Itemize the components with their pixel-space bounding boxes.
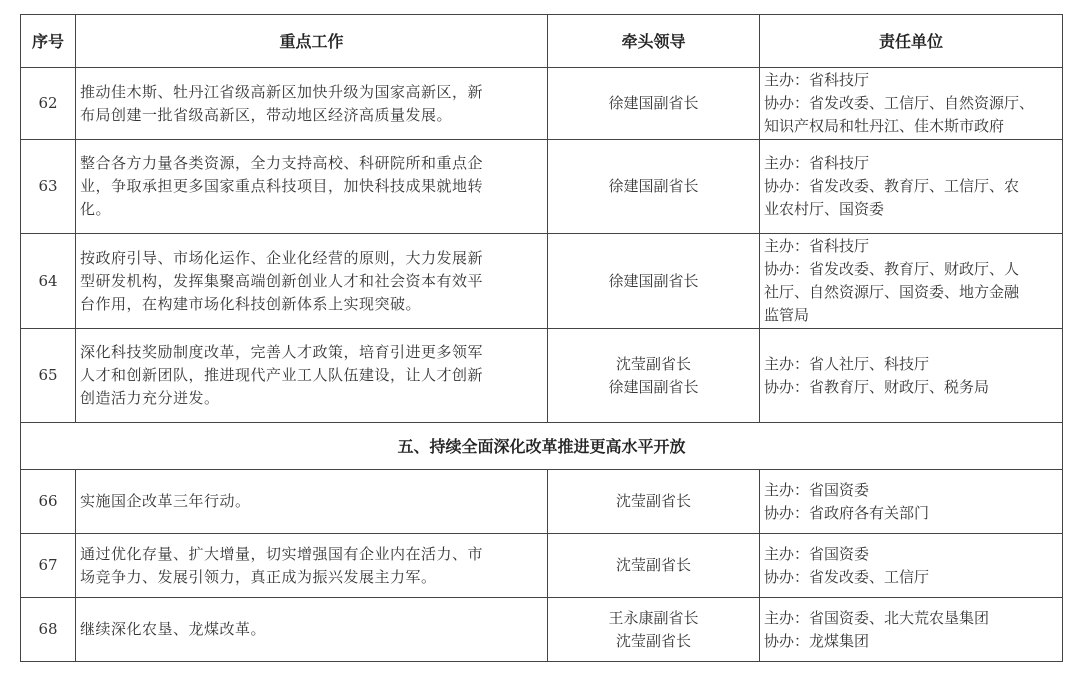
key-tasks-table bbox=[20, 14, 1063, 662]
work-line: 布局创建一批省级高新区，带动地区经济高质量发展。 bbox=[80, 105, 453, 124]
header-lead-official: 牵头领导 bbox=[548, 15, 760, 68]
lead-official-name: 徐建国副省长 bbox=[608, 177, 699, 195]
lead-cell bbox=[548, 598, 760, 662]
table-row bbox=[21, 140, 1063, 234]
table-row bbox=[21, 329, 1063, 423]
header-key-work: 重点工作 bbox=[76, 15, 548, 68]
unit-line: 知识产权局和牡丹江、佳木斯市政府 bbox=[764, 117, 1005, 135]
work-line: 型研发机构，发挥集聚高端创新创业人才和社会资本有效平 bbox=[80, 271, 484, 290]
unit-cell bbox=[760, 598, 1063, 662]
work-line: 创造活力充分迸发。 bbox=[80, 389, 220, 407]
work-line: 化。 bbox=[80, 200, 112, 218]
unit-line: 协办：省发改委、工信厅、自然资源厅、 bbox=[764, 94, 1035, 112]
table-body-science bbox=[21, 68, 1063, 423]
row-number: 65 bbox=[21, 329, 76, 423]
unit-line: 主办：省国资委、北大荒农垦集团 bbox=[764, 608, 990, 627]
table-header-row bbox=[21, 15, 1063, 68]
lead-official-name: 徐建国副省长 bbox=[608, 377, 699, 396]
work-line: 人才和创新团队，推进现代产业工人队伍建设，让人才创新 bbox=[80, 366, 484, 384]
lead-cell bbox=[548, 329, 760, 423]
lead-official-name: 沈莹副省长 bbox=[615, 556, 691, 574]
row-number: 66 bbox=[21, 470, 76, 534]
work-cell bbox=[76, 329, 548, 423]
unit-line: 协办：省政府各有关部门 bbox=[764, 503, 930, 522]
work-cell bbox=[76, 534, 548, 598]
unit-line: 主办：省科技厅 bbox=[764, 154, 870, 172]
unit-line: 业农村厅、国资委 bbox=[764, 200, 885, 218]
lead-cell bbox=[548, 68, 760, 140]
lead-official-name: 王永康副省长 bbox=[608, 608, 699, 627]
lead-cell bbox=[548, 470, 760, 534]
header-responsible-unit: 责任单位 bbox=[760, 15, 1063, 68]
work-line: 继续深化农垦、龙煤改革。 bbox=[80, 620, 267, 638]
work-line: 实施国企改革三年行动。 bbox=[80, 492, 251, 510]
unit-line: 协办：省发改委、工信厅 bbox=[764, 567, 930, 586]
lead-official-name: 沈莹副省长 bbox=[615, 354, 691, 373]
work-line: 按政府引导、市场化运作、企业化经营的原则，大力发展新 bbox=[80, 248, 484, 267]
work-line: 业，争取承担更多国家重点科技项目，加快科技成果就地转 bbox=[80, 177, 484, 195]
lead-cell bbox=[548, 140, 760, 234]
table-row bbox=[21, 234, 1063, 329]
table-body-reform bbox=[21, 470, 1063, 662]
section-row bbox=[21, 423, 1063, 470]
row-number: 62 bbox=[21, 68, 76, 140]
section-title: 五、持续全面深化改革推进更高水平开放 bbox=[21, 423, 1063, 470]
lead-official-name: 沈莹副省长 bbox=[615, 631, 691, 650]
work-line: 通过优化存量、扩大增量，切实增强国有企业内在活力、市 bbox=[80, 544, 484, 563]
work-cell bbox=[76, 598, 548, 662]
row-number: 68 bbox=[21, 598, 76, 662]
unit-line: 主办：省科技厅 bbox=[764, 71, 870, 89]
work-cell bbox=[76, 140, 548, 234]
work-line: 深化科技奖励制度改革，完善人才政策，培育引进更多领军 bbox=[80, 343, 484, 361]
table-row bbox=[21, 470, 1063, 534]
table-row bbox=[21, 68, 1063, 140]
unit-cell bbox=[760, 140, 1063, 234]
unit-cell bbox=[760, 234, 1063, 329]
unit-cell bbox=[760, 534, 1063, 598]
row-number: 64 bbox=[21, 234, 76, 329]
unit-line: 协办：省发改委、教育厅、工信厅、农 bbox=[764, 177, 1020, 195]
unit-line: 主办：省国资委 bbox=[764, 544, 870, 563]
work-cell bbox=[76, 470, 548, 534]
unit-cell bbox=[760, 470, 1063, 534]
unit-line: 协办：省教育厅、财政厅、税务局 bbox=[764, 377, 990, 396]
lead-official-name: 徐建国副省长 bbox=[608, 271, 699, 290]
lead-cell bbox=[548, 234, 760, 329]
header-number: 序号 bbox=[21, 15, 76, 68]
lead-official-name: 徐建国副省长 bbox=[608, 94, 699, 112]
row-number: 67 bbox=[21, 534, 76, 598]
unit-line: 社厅、自然资源厅、国资委、地方金融 bbox=[764, 283, 1020, 301]
unit-cell bbox=[760, 68, 1063, 140]
work-line: 推动佳木斯、牡丹江省级高新区加快升级为国家高新区，新 bbox=[80, 82, 484, 101]
work-cell bbox=[76, 68, 548, 140]
unit-cell bbox=[760, 329, 1063, 423]
unit-line: 主办：省科技厅 bbox=[764, 237, 870, 255]
row-number: 63 bbox=[21, 140, 76, 234]
work-line: 场竞争力、发展引领力，真正成为振兴发展主力军。 bbox=[80, 567, 437, 586]
unit-line: 主办：省国资委 bbox=[764, 480, 870, 499]
table-row bbox=[21, 534, 1063, 598]
work-line: 台作用，在构建市场化科技创新体系上实现突破。 bbox=[80, 294, 422, 313]
work-line: 整合各方力量各类资源，全力支持高校、科研院所和重点企 bbox=[80, 154, 484, 172]
lead-official-name: 沈莹副省长 bbox=[615, 492, 691, 510]
unit-line: 主办：省人社厅、科技厅 bbox=[764, 354, 930, 373]
work-cell bbox=[76, 234, 548, 329]
table-row bbox=[21, 598, 1063, 662]
unit-line: 协办：龙煤集团 bbox=[764, 631, 870, 650]
task-table-sheet bbox=[20, 14, 1062, 662]
unit-line: 协办：省发改委、教育厅、财政厅、人 bbox=[764, 260, 1020, 278]
unit-line: 监管局 bbox=[764, 306, 810, 324]
lead-cell bbox=[548, 534, 760, 598]
